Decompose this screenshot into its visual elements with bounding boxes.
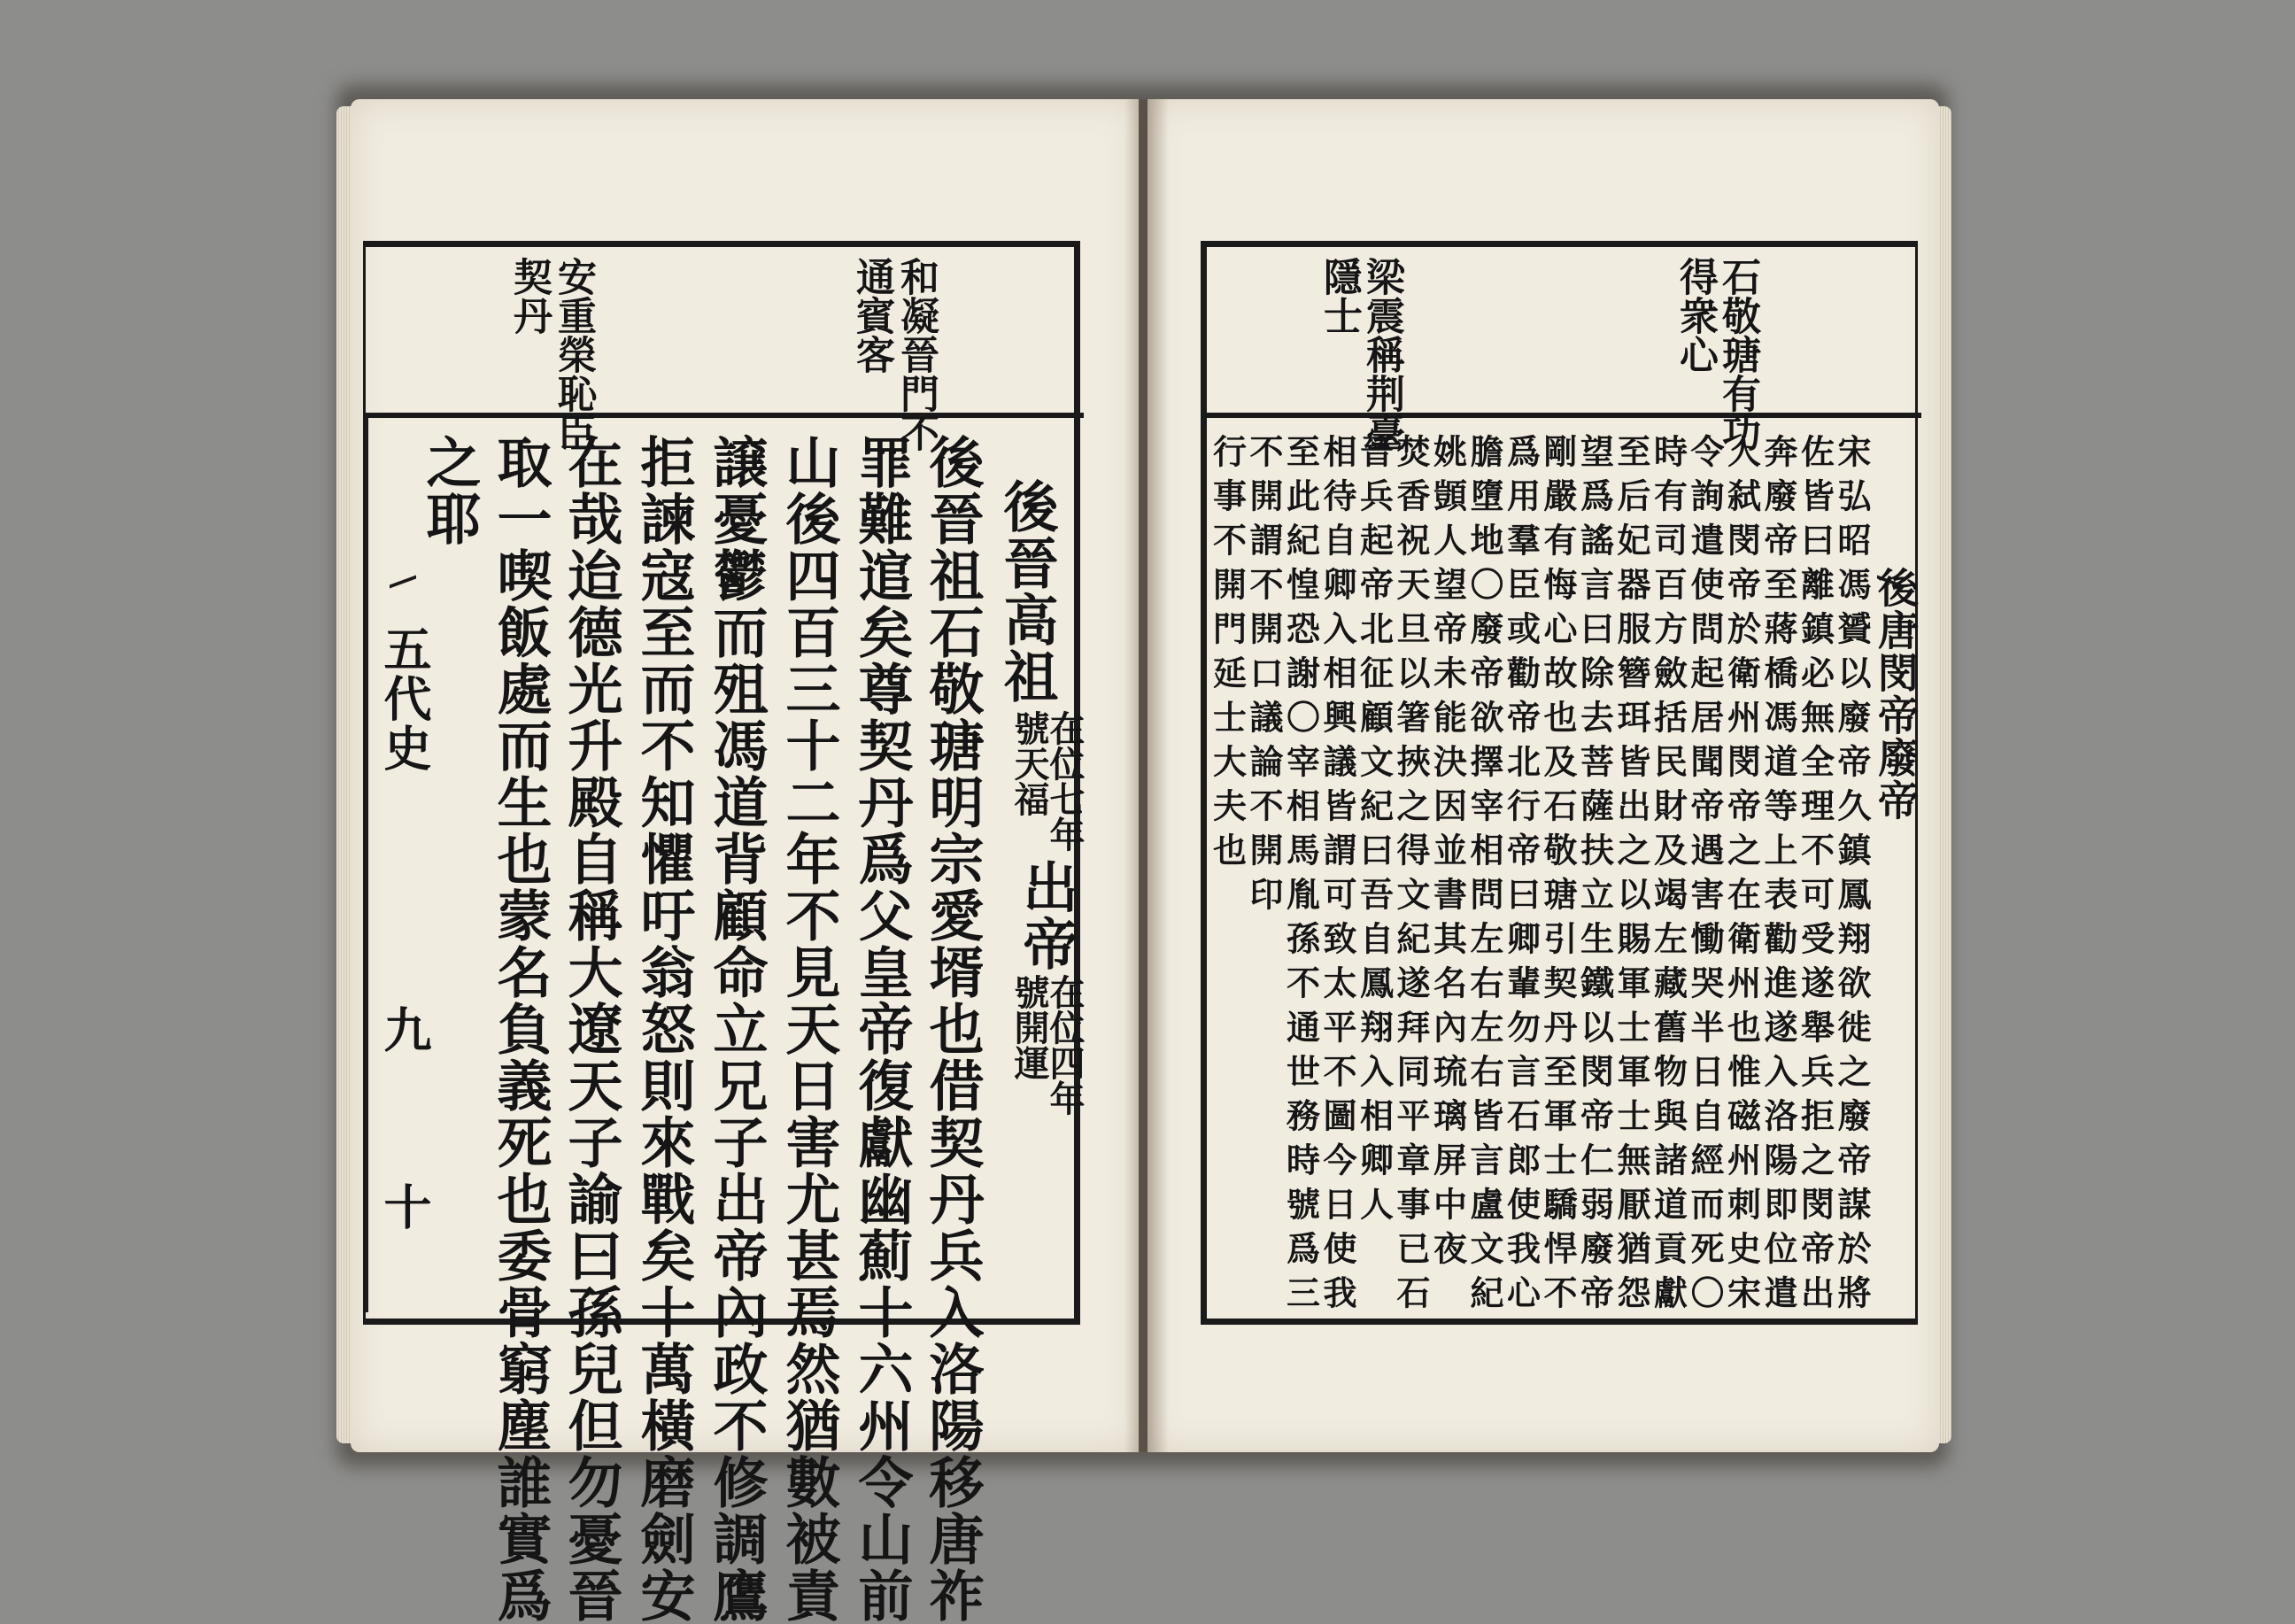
right-col-17: 至此紀惶恐謝〇宰相馬胤孫不通世務時號爲三 xyxy=(1280,434,1321,1319)
right-headnote-2-line-1: 梁震稱荆臺 xyxy=(1359,257,1404,452)
left-col-1-note-reign-2: 在位四年 xyxy=(1044,974,1086,1116)
right-col-7: 時有司百方斂括民財及竭左藏舊物與諸道貢獻 xyxy=(1648,434,1688,1319)
left-col-3: 罪難逭矣尊契丹爲父皇帝復獻幽薊十六州令山前 xyxy=(849,434,914,1624)
right-col-4: 奔廢帝至蔣橋馮道等上表勸進遂入洛陽即位遣 xyxy=(1758,434,1798,1319)
left-col-1-successor: 出帝 xyxy=(1014,859,1078,972)
right-col-18: 不開謂不開口議論不開印 xyxy=(1244,434,1284,921)
right-col-10: 剛嚴有悔心故也及石敬瑭引契丹至軍士驕悍不 xyxy=(1538,434,1578,1319)
left-col-5: 譲憂鬱而殂馮道背顧命立兄子出帝內政不修調鷹 xyxy=(704,434,769,1624)
right-col-6: 令詢遣使問起居聞帝遇害慟哭半日自經而死〇 xyxy=(1685,434,1725,1319)
right-col-3: 佐皆曰離鎮必無全理不可受遂舉兵拒之閔帝出 xyxy=(1795,434,1835,1319)
left-headnote-2-line-2: 契丹 xyxy=(506,257,552,335)
right-col-9: 望爲謠言曰除去菩薩扶立生鐵以閔帝仁弱廢帝 xyxy=(1574,434,1615,1319)
left-col-4: 山後四百三十二年不見天日害尤甚焉然猶數被責 xyxy=(777,434,841,1624)
left-headnote-1-line-1: 和凝晉門不 xyxy=(893,257,939,452)
left-col-1-note-reign: 在位七年 xyxy=(1044,710,1086,852)
right-headnote-1-line-2: 得衆心 xyxy=(1673,257,1718,374)
left-col-6: 拒諫寇至而不知懼吁翁怒則來戰矣十萬橫磨劍安 xyxy=(631,434,696,1624)
left-col-8: 取一喫飯處而生也蒙名負義死也委骨窮塵誰實爲 xyxy=(488,434,552,1624)
right-col-11: 爲用羣臣或勸帝北行帝曰卿輩勿言石郎使我心 xyxy=(1501,434,1542,1319)
right-col-19: 行事不開門延士大夫也 xyxy=(1207,434,1248,877)
left-headnote-1-line-2: 通賓客 xyxy=(849,257,894,374)
left-headnote-divider xyxy=(363,413,1084,418)
right-headnote-1-line-1: 石敬瑭有功 xyxy=(1715,257,1760,452)
right-col-13: 姚顗人望帝未能決因並書其名內琉璃屏中夜 xyxy=(1427,434,1468,1275)
left-margin-column-rule xyxy=(366,418,368,1312)
book-gutter xyxy=(1124,99,1169,1452)
right-col-16: 相待自卿入相興議皆謂可致太平不圖今日使我 xyxy=(1318,434,1357,1319)
right-col-15: 晉兵起帝北征顧文紀曰吾自鳳翔入相卿人 xyxy=(1354,434,1395,1231)
right-headnote-2-line-2: 隱士 xyxy=(1317,257,1362,335)
left-col-1-note-era-2: 號開運 xyxy=(1008,974,1050,1080)
left-headnote-inner-rule xyxy=(363,257,366,413)
left-col-9: 之耶 xyxy=(417,434,482,547)
right-col-8: 至后妃器服簪珥皆出之以賜軍士軍士無厭猶怨 xyxy=(1611,434,1651,1319)
left-col-1-title: 後晉高祖 xyxy=(994,478,1059,705)
left-col-1-note-era: 號天福 xyxy=(1008,710,1050,816)
left-col-2: 後晉祖石敬瑭明宗愛壻也借契丹兵入洛陽移唐祚 xyxy=(920,434,985,1624)
right-col-1-title: 後唐閔帝廢帝 xyxy=(1872,567,1920,822)
right-headnote-divider xyxy=(1201,413,1921,418)
margin-page-number: 十 xyxy=(376,1182,433,1232)
margin-volume-number: 九 xyxy=(376,1005,433,1055)
left-col-7: 在哉迨德光升殿自稱大遼天子諭曰孫兒但勿憂晉 xyxy=(559,434,623,1624)
right-col-2: 宋弘昭馮贇以廢帝久鎮鳳翔欲徙之廢帝謀於將 xyxy=(1832,434,1872,1319)
right-col-14: 焚香祝天旦以箸挾之得文紀遂拜同平章事已石 xyxy=(1391,434,1431,1319)
right-col-5: 人弑閔帝於衛州閔帝之在衛州也惟磁州刺史宋 xyxy=(1721,434,1762,1319)
left-headnote-2-line-1: 安重榮恥臣 xyxy=(551,257,596,452)
margin-book-title: 五代史 xyxy=(376,624,433,773)
right-col-12: 膽墮地〇廢帝欲擇宰相問左右左右皆言盧文紀 xyxy=(1464,434,1504,1319)
